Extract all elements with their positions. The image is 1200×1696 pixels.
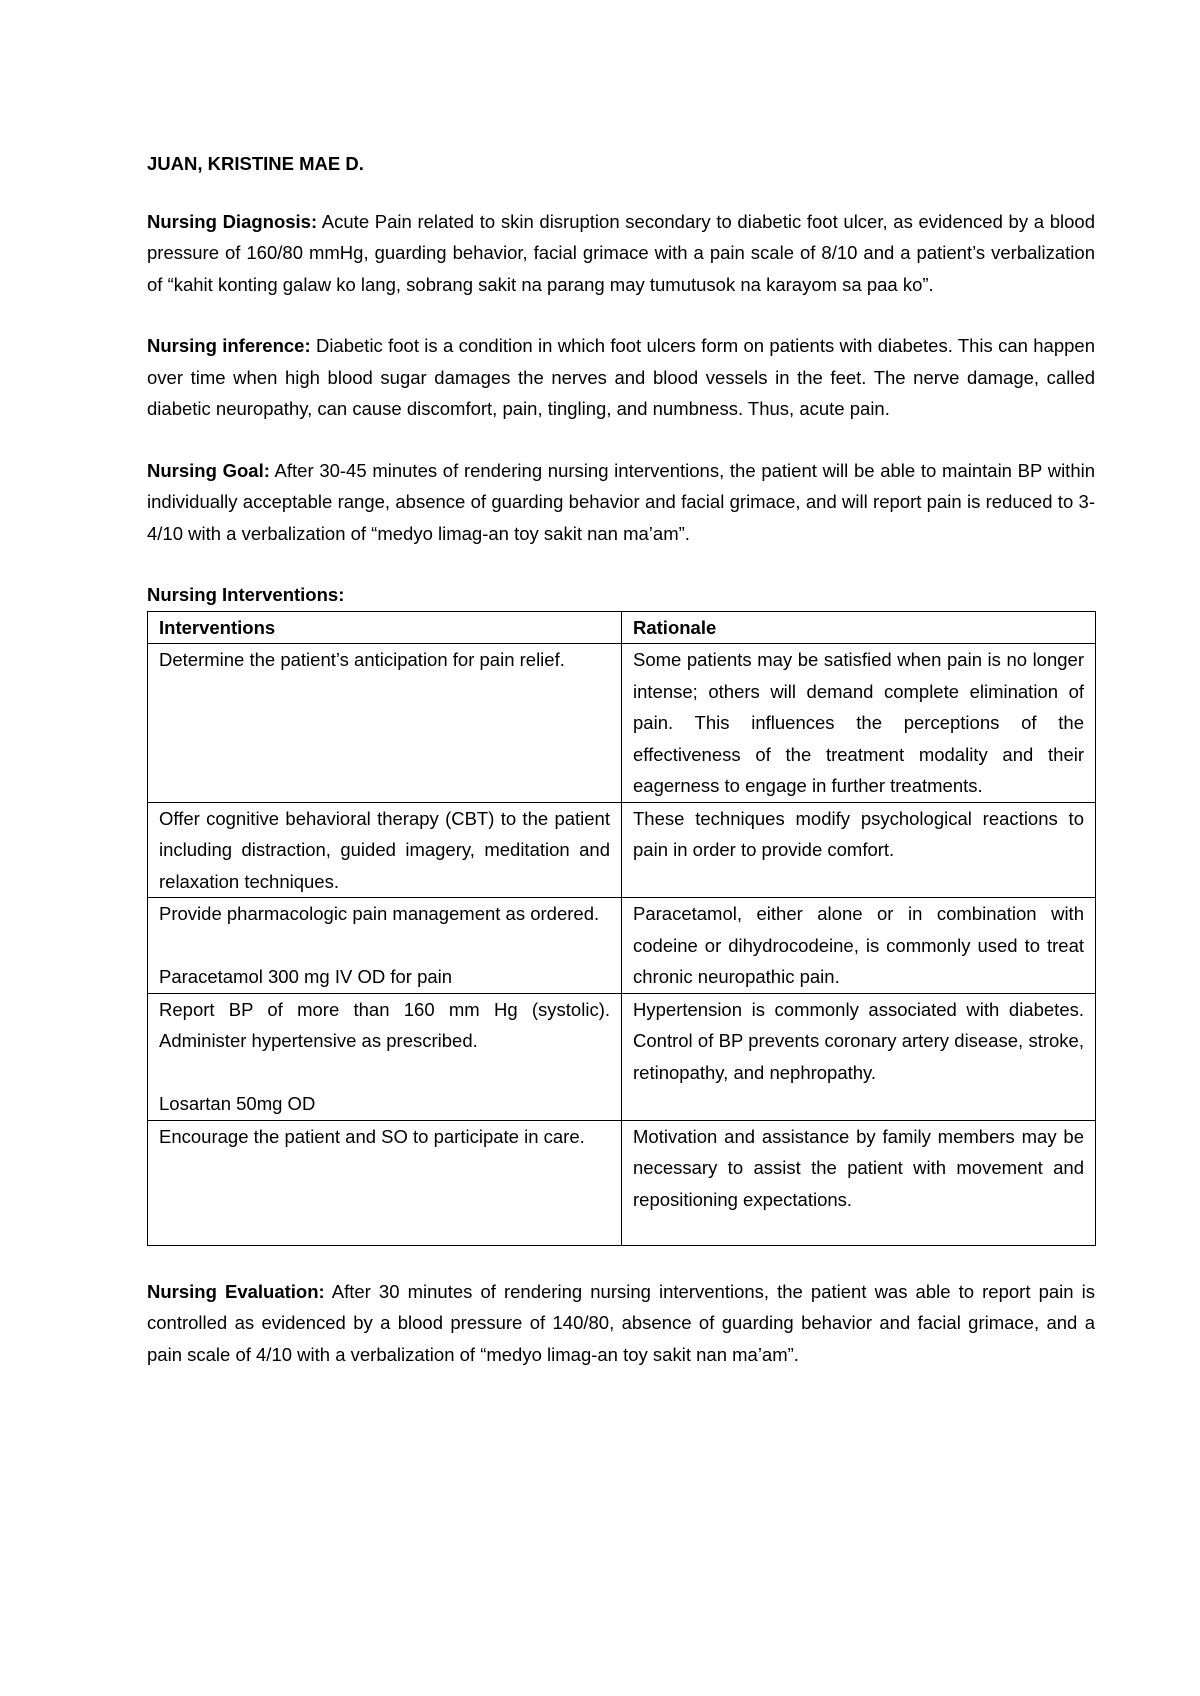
table-row <box>148 644 1096 803</box>
medication-order: Paracetamol 300 mg IV OD for pain <box>159 966 453 987</box>
nursing-evaluation <box>147 1276 1095 1371</box>
rationale-text: These techniques modify psychological reactions to pain in order to provide comfort. <box>633 807 1084 860</box>
nursing-evaluation-text: After 30 minutes of rendering nursing interventions, the patient was able to report pain is controlled as evidenced by a blood pressure of 140/80, absence of guarding behavior and facial grimace, and a pain scale of 4/10 with a verbalization of “medyo limag-an toy sakit nan ma’am”. <box>147 1280 1095 1365</box>
nursing-inference <box>147 330 1095 425</box>
nursing-goal <box>147 455 1095 550</box>
nursing-goal-label: Nursing Goal: <box>147 459 270 481</box>
intervention-text: Determine the patient’s anticipation for pain relief. <box>159 649 565 670</box>
nursing-goal-text: After 30-45 minutes of rendering nursing interventions, the patient will be able to maintain BP within individually acceptable range, absence of guarding behavior and facial grimace, and will report pain is reduced to 3-4/10 with a verbalization of “medyo limag-an toy sakit nan ma’am”. <box>147 459 1096 544</box>
interventions-table <box>147 611 1096 1246</box>
intervention-text: Offer cognitive behavioral therapy (CBT) to the patient including distraction, guided imagery, meditation and relaxation techniques. <box>159 807 610 892</box>
intervention-text: Report BP of more than 160 mm Hg (systolic). Administer hypertensive as prescribed. <box>159 998 610 1051</box>
rationale-cell <box>622 802 1096 898</box>
spacer <box>159 930 610 962</box>
author-name: JUAN, KRISTINE MAE D. <box>147 153 364 174</box>
column-header-rationale: Rationale <box>622 611 1096 644</box>
nursing-inference-label: Nursing inference: <box>147 335 311 356</box>
spacer <box>159 1057 610 1089</box>
intervention-cell <box>148 1120 622 1245</box>
rationale-cell <box>622 898 1096 994</box>
column-header-interventions: Interventions <box>148 611 622 644</box>
rationale-text: Some patients may be satisfied when pain is no longer intense; others will demand complete elimination of pain. This influences the perceptions of the effectiveness of the treatment modality and their eagerness to engage in further treatments. <box>633 649 1084 796</box>
table-row <box>148 898 1096 994</box>
medication-order: Losartan 50mg OD <box>159 1093 316 1114</box>
rationale-cell <box>622 644 1096 803</box>
rationale-text: Paracetamol, either alone or in combination with codeine or dihydrocodeine, is commonly used to treat chronic neuropathic pain. <box>633 903 1084 987</box>
intervention-text: Provide pharmacologic pain management as ordered. <box>159 903 600 924</box>
nursing-diagnosis <box>147 206 1095 301</box>
intervention-cell <box>148 802 622 898</box>
rationale-text: Hypertension is commonly associated with diabetes. Control of BP prevents coronary artery disease, stroke, retinopathy, and nephropathy. <box>633 998 1084 1083</box>
rationale-cell <box>622 1120 1096 1245</box>
table-row <box>148 1120 1096 1245</box>
rationale-cell <box>622 993 1096 1120</box>
nursing-inference-text: Diabetic foot is a condition in which foot ulcers form on patients with diabetes. This can happen over time when high blood sugar damages the nerves and blood vessels in the feet. The nerve damage, called diabetic neuropathy, can cause discomfort, pain, tingling, and numbness. Thus, acute pain. <box>147 335 1095 419</box>
nursing-evaluation-label: Nursing Evaluation: <box>147 1280 325 1302</box>
table-row <box>148 993 1096 1120</box>
nursing-interventions-heading: Nursing Interventions: <box>147 584 345 605</box>
intervention-cell <box>148 898 622 994</box>
intervention-cell <box>148 644 622 803</box>
nursing-diagnosis-text: Acute Pain related to skin disruption secondary to diabetic foot ulcer, as evidenced by a blood pressure of 160/80 mmHg, guarding behavior, facial grimace with a pain scale of 8/10 and a patient’s verbalization of “kahit konting galaw ko lang, sobrang sakit na parang may tumutusok na karayom sa paa ko”. <box>147 210 1095 295</box>
nursing-diagnosis-label: Nursing Diagnosis: <box>147 210 318 232</box>
intervention-cell <box>148 993 622 1120</box>
intervention-text: Encourage the patient and SO to participate in care. <box>159 1125 585 1147</box>
table-header-row <box>148 611 1096 644</box>
rationale-text: Motivation and assistance by family members may be necessary to assist the patient with movement and repositioning expectations. <box>633 1125 1084 1210</box>
table-row <box>148 802 1096 898</box>
document-page <box>147 148 1095 1400</box>
